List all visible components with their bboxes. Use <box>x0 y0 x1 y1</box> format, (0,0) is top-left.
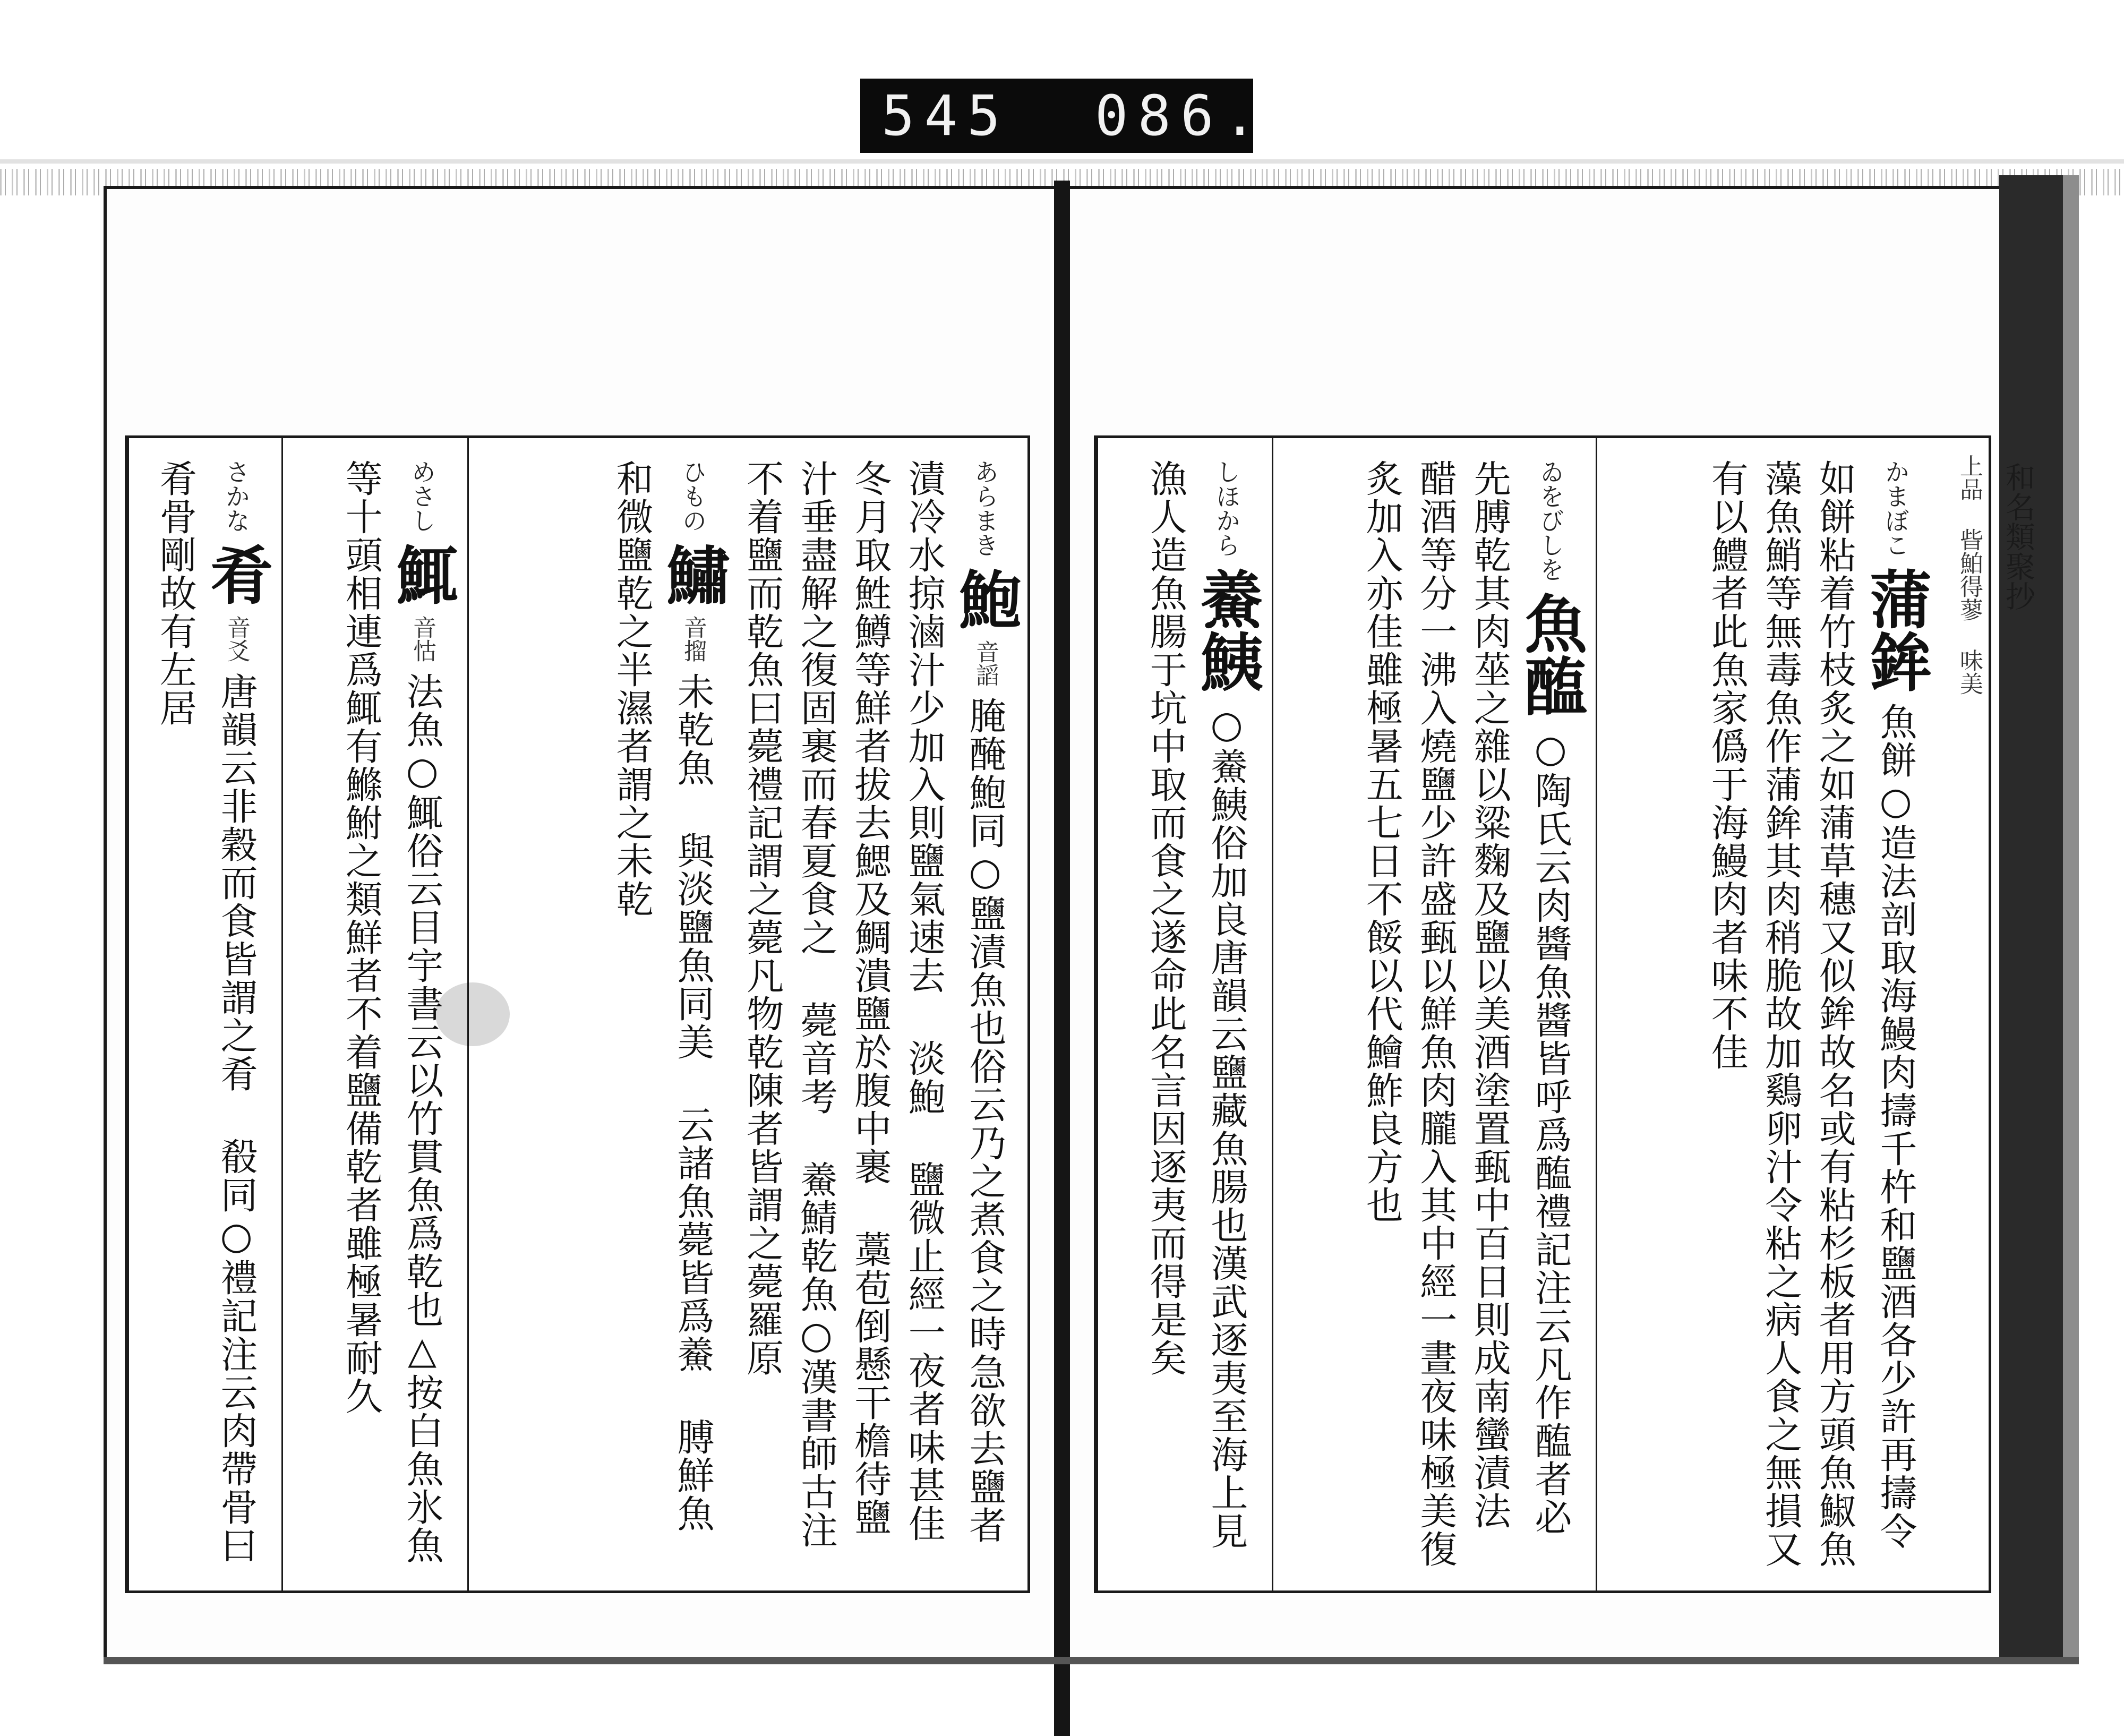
right-fore-edge <box>1999 175 2079 1657</box>
archive-number-right: 086. <box>1094 83 1266 148</box>
right-page <box>1094 435 1991 1593</box>
entry-reading: ひもの <box>679 459 707 533</box>
entry-column-kamaboko <box>1596 438 1941 1590</box>
ink-blot <box>435 982 510 1046</box>
entry-text: ○陶氏云肉醬魚醬皆呼爲醢禮記注云凡作醢者必先膊乾其肉莝之雜以粱麴及鹽以美酒塗置甀中百日則成南蠻漬法 醋酒等分一沸入燒鹽少許盛甀以鮮魚肉朧入其中經一晝夜味極美復炙加入亦佳雖極暑五七日不餒以代鱠鮓良方也 <box>1360 459 1572 1568</box>
running-head: 和名類聚抄 <box>2001 462 2035 611</box>
entry-heading: 肴 <box>200 543 273 605</box>
entry-sound: 音㨨 <box>680 615 707 662</box>
entry-sound: 音怙 <box>409 615 436 662</box>
archive-number-strip <box>860 79 1266 153</box>
archive-number-left: 545 <box>881 83 1010 148</box>
entry-reading: しほから <box>1212 459 1241 557</box>
entry-heading: 魚醢 <box>1514 592 1588 717</box>
entry-heading: 鮑 <box>948 567 1022 630</box>
scan-edge-line <box>0 159 2124 164</box>
header-note: 上品 㫮鮊得蓼 味美 <box>1956 454 1983 695</box>
entry-heading: 鯗鮧 <box>1190 567 1264 692</box>
entry-text: ○鯗鮧俗加良唐韻云鹽藏魚腸也漢武逐夷至海上見漁人造魚腸于坑中取而食之遂命此名言因逐夷而得是矣 <box>1144 459 1248 1550</box>
entry-text: 魚餅○造法剖取海鰻肉擣千杵和鹽酒各少許再擣令如餅粘着竹枝炙之如蒲草穗又似鉾故名或有粘杉板者用方頭魚䱙魚藻魚鮹等無毒魚作蒲鉾其肉稍脆故加鷄卵汁令粘之病人食之無損又有以鱧者此魚家僞于海鰻肉者味不佳 <box>1705 459 1917 1568</box>
book-bottom-edge <box>104 1657 2079 1664</box>
entry-text: 唐韻云非穀而食皆謂之肴 殽同○禮記注云肉帶骨曰肴骨剛故有左居 <box>153 459 258 1564</box>
entry-text: 未乾魚 與淡鹽魚同美 云諸魚薨皆爲鯗 膊鮮魚和微鹽乾之半濕者謂之未乾 <box>610 459 715 1533</box>
entry-text: 法魚○鮿俗云目宇書云以竹貫魚爲乾也△按白魚氷魚等十頭相連爲鮿有鰷鮒之類鮮者不着鹽備乾者雖極暑耐久 <box>339 459 444 1564</box>
entry-column-sakana <box>127 438 281 1590</box>
entry-sound: 音爻 <box>223 615 250 662</box>
entry-reading: さかな <box>222 459 251 533</box>
entry-reading: あらまき <box>971 459 999 557</box>
entry-column-shiokara <box>1097 438 1272 1590</box>
entry-heading: 鮿 <box>386 543 459 605</box>
book-gutter <box>1054 181 1070 1736</box>
entry-column-uobishio <box>1272 438 1596 1590</box>
left-page <box>125 435 1030 1593</box>
header-note-column <box>1941 438 1991 1590</box>
entry-sound: 音謟 <box>972 640 999 687</box>
entry-heading: 蒲鉾 <box>1859 567 1933 692</box>
entry-column-ara <box>738 438 1030 1590</box>
entry-heading: 鱐 <box>656 543 730 605</box>
entry-reading: かまぼこ <box>1881 459 1910 557</box>
entry-text: 腌醃鮑同○鹽漬魚也俗云乃之煮食之時急欲去鹽者漬冷水掠滷汁少加入則鹽氣速去 淡鮑 鹽微止經一夜者味甚佳 冬月取鮏鱒等鮮者拔去鰓及鯛潰鹽於腹中裹 藁苞倒懸干檐待鹽汁垂盡解之復固裹而春夏食之 薨音考 鯗鯖乾魚○漢書師古注不着鹽而乾魚曰薨禮記謂之薨凡物乾陳者皆謂之薨羅原 <box>740 459 1007 1549</box>
entry-reading: めさし <box>408 459 436 533</box>
entry-reading: ゐをびしを <box>1536 459 1565 581</box>
